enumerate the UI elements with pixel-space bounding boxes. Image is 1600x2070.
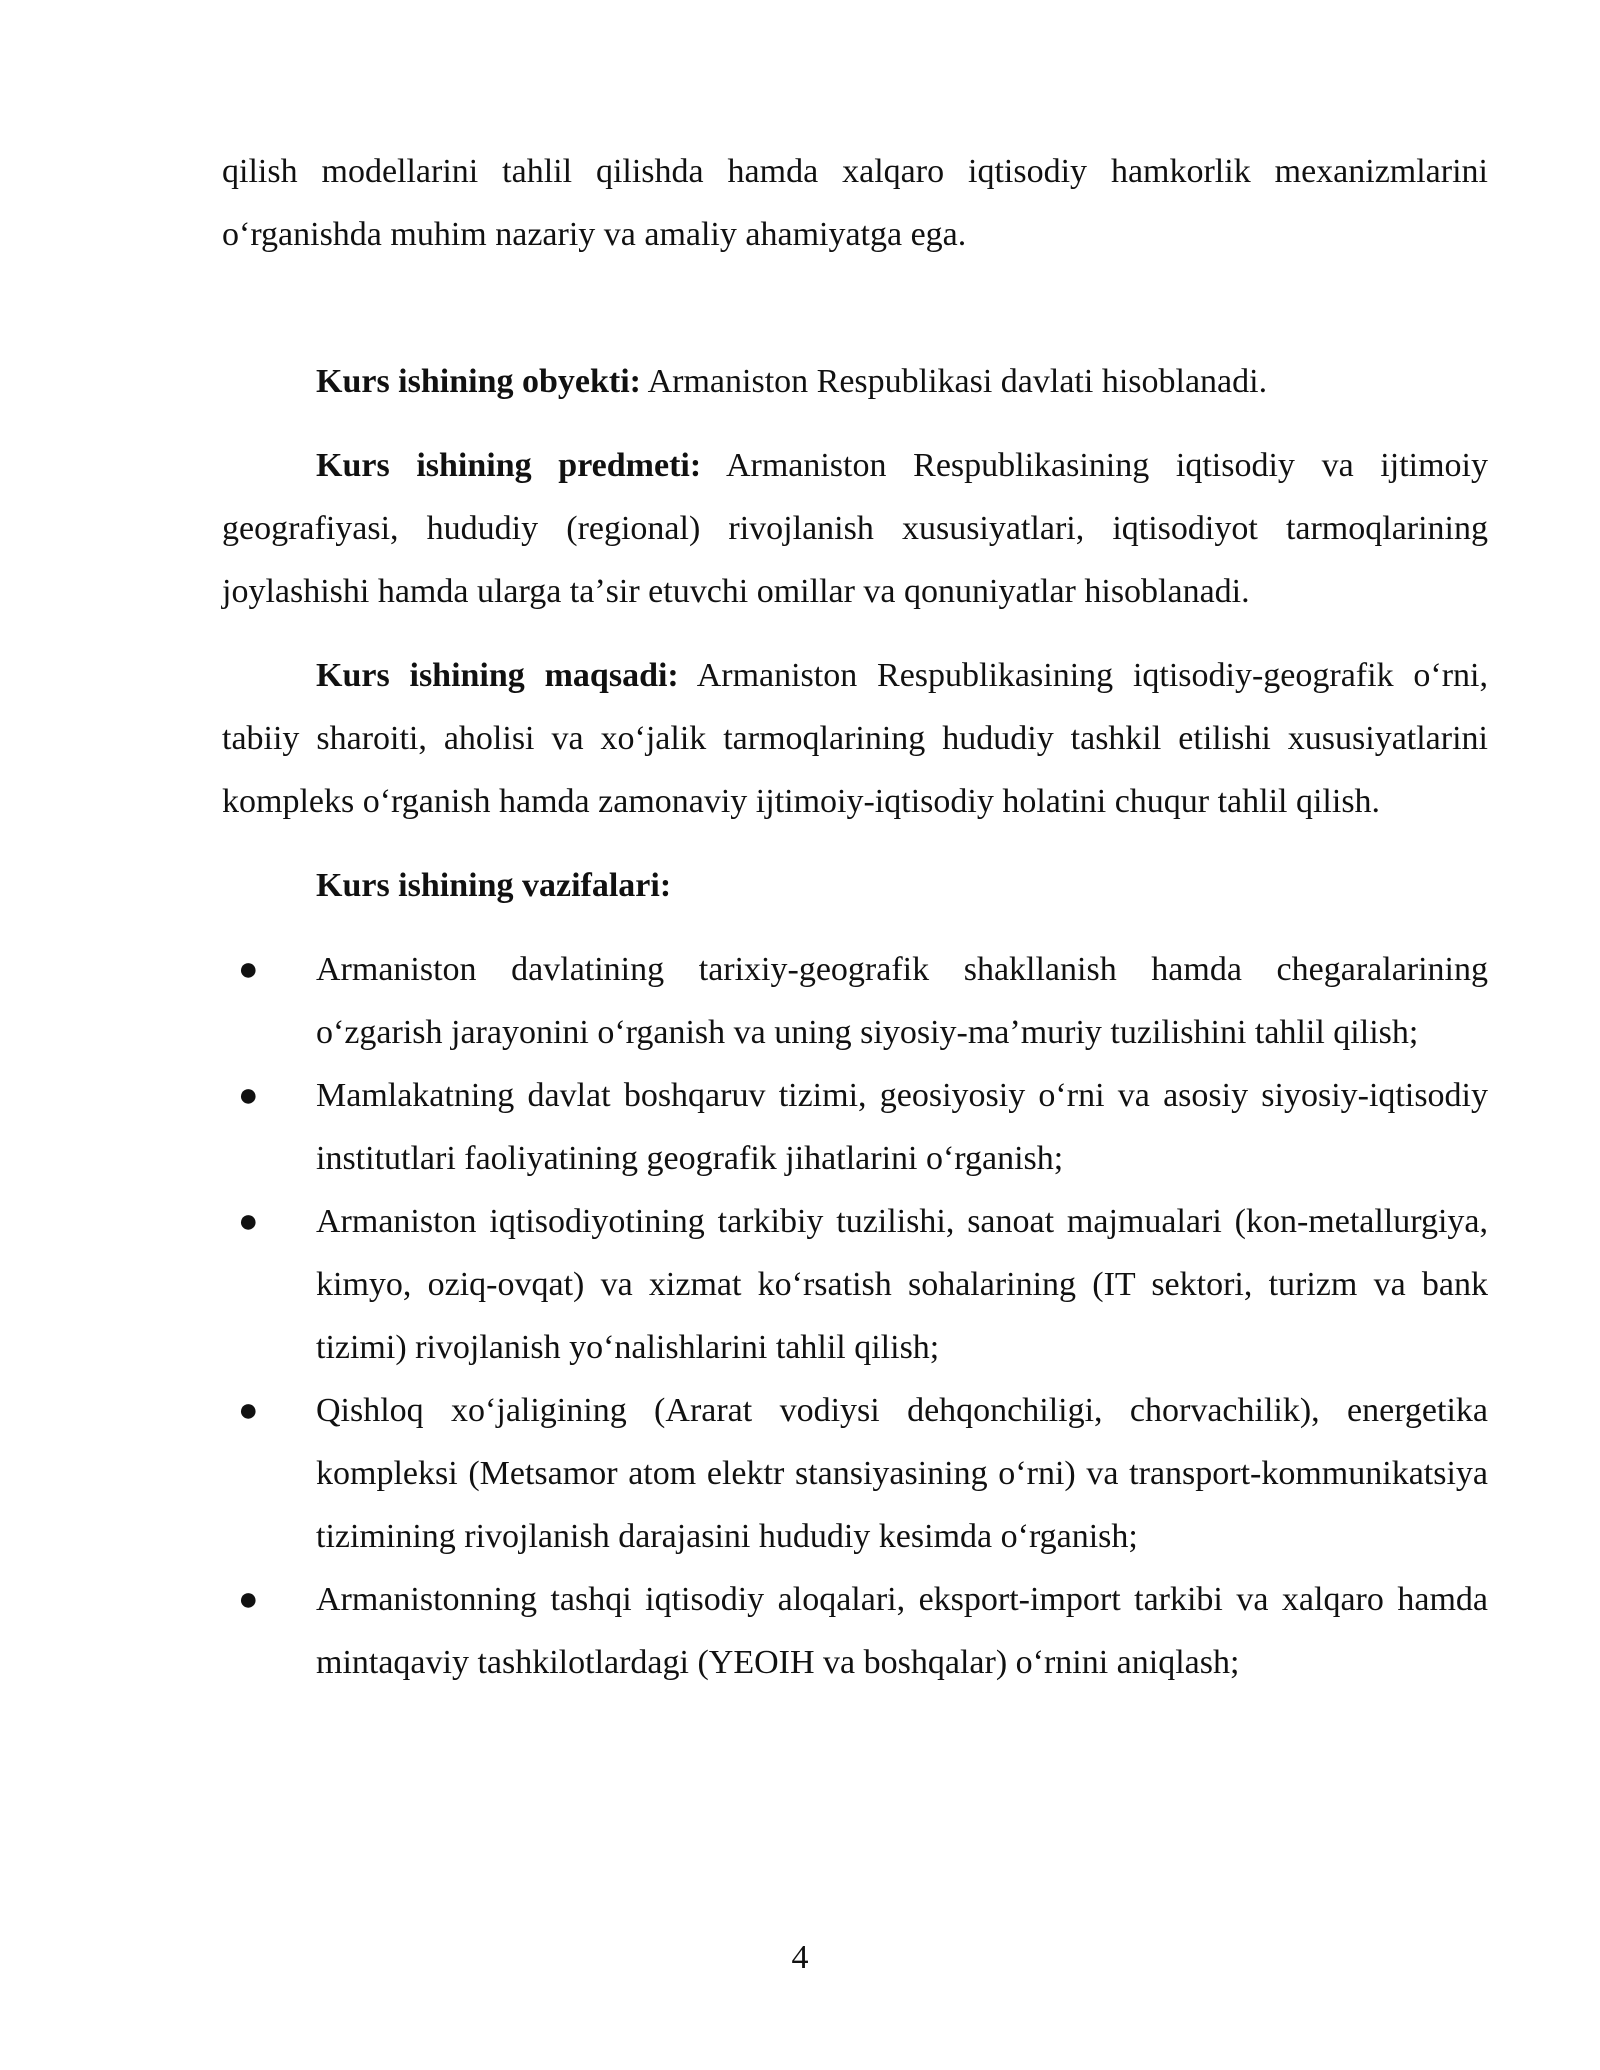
goal-text: Armaniston Respublikasining iqtisodiy-geografik oʻrni, tabiiy sharoiti, aholisi va xoʻjalik tarmoqlarining hududiy tashkil etilishi xususiyatlarini kompleks oʻrganish hamda zamonaviy ijtimoiy-iqtisodiy holatini chuqur tahlil qilish. [222, 657, 1488, 820]
page-body [222, 140, 1488, 1694]
goal-paragraph [222, 644, 1488, 833]
list-item [222, 1568, 1488, 1694]
bullet-icon: ● [238, 1077, 259, 1114]
task-text: Armanistonning tashqi iqtisodiy aloqalari, eksport-import tarkibi va xalqaro hamda mintaqaviy tashkilotlardagi (YEOIH va boshqalar) oʻrnini aniqlash; [316, 1581, 1488, 1681]
tasks-heading: Kurs ishining vazifalari: [316, 867, 672, 904]
subject-label: Kurs ishining predmeti: [316, 447, 702, 484]
task-text: Qishloq xoʻjaligining (Ararat vodiysi dehqonchiligi, chorvachilik), energetika kompleksi (Metsamor atom elektr stansiyasining oʻrni) va transport-kommunikatsiya tizimining rivojlanish darajasini hududiy kesimda oʻrganish; [316, 1392, 1488, 1555]
list-item [222, 1379, 1488, 1568]
bullet-icon: ● [238, 1392, 259, 1429]
object-text: Armaniston Respublikasi davlati hisoblanadi. [640, 363, 1268, 400]
goal-label: Kurs ishining maqsadi: [316, 657, 679, 694]
bullet-icon: ● [238, 1581, 259, 1618]
list-item [222, 938, 1488, 1064]
task-text: Armaniston iqtisodiyotining tarkibiy tuzilishi, sanoat majmualari (kon-metallurgiya, kimyo, oziq-ovqat) va xizmat koʻrsatish sohalarining (IT sektori, turizm va bank tizimi) rivojlanish yoʻnalishlarini tahlil qilish; [316, 1203, 1488, 1366]
subject-paragraph [222, 434, 1488, 623]
bullet-icon: ● [238, 951, 259, 988]
object-paragraph [222, 350, 1488, 413]
subject-text: Armaniston Respublikasining iqtisodiy va ijtimoiy geografiyasi, hududiy (regional) rivojlanish xususiyatlari, iqtisodiyot tarmoqlarining joylashishi hamda ularga taʼsir etuvchi omillar va qonuniyatlar hisoblanadi. [222, 447, 1488, 610]
task-text: Armaniston davlatining tarixiy-geografik shakllanish hamda chegaralarining oʻzgarish jarayonini oʻrganish va uning siyosiy-maʼmuriy tuzilishini tahlil qilish; [316, 951, 1488, 1051]
tasks-list [222, 938, 1488, 1694]
bullet-icon: ● [238, 1203, 259, 1240]
list-item [222, 1190, 1488, 1379]
object-label: Kurs ishining obyekti: [316, 363, 641, 400]
task-text: Mamlakatning davlat boshqaruv tizimi, geosiyosiy oʻrni va asosiy siyosiy-iqtisodiy institutlari faoliyatining geografik jihatlarini oʻrganish; [316, 1077, 1488, 1177]
intro-continuation-paragraph: qilish modellarini tahlil qilishda hamda xalqaro iqtisodiy hamkorlik mexanizmlarini oʻrganishda muhim nazariy va amaliy ahamiyatga ega. [222, 153, 1488, 253]
page-number: 4 [791, 1939, 809, 1976]
list-item [222, 1064, 1488, 1190]
